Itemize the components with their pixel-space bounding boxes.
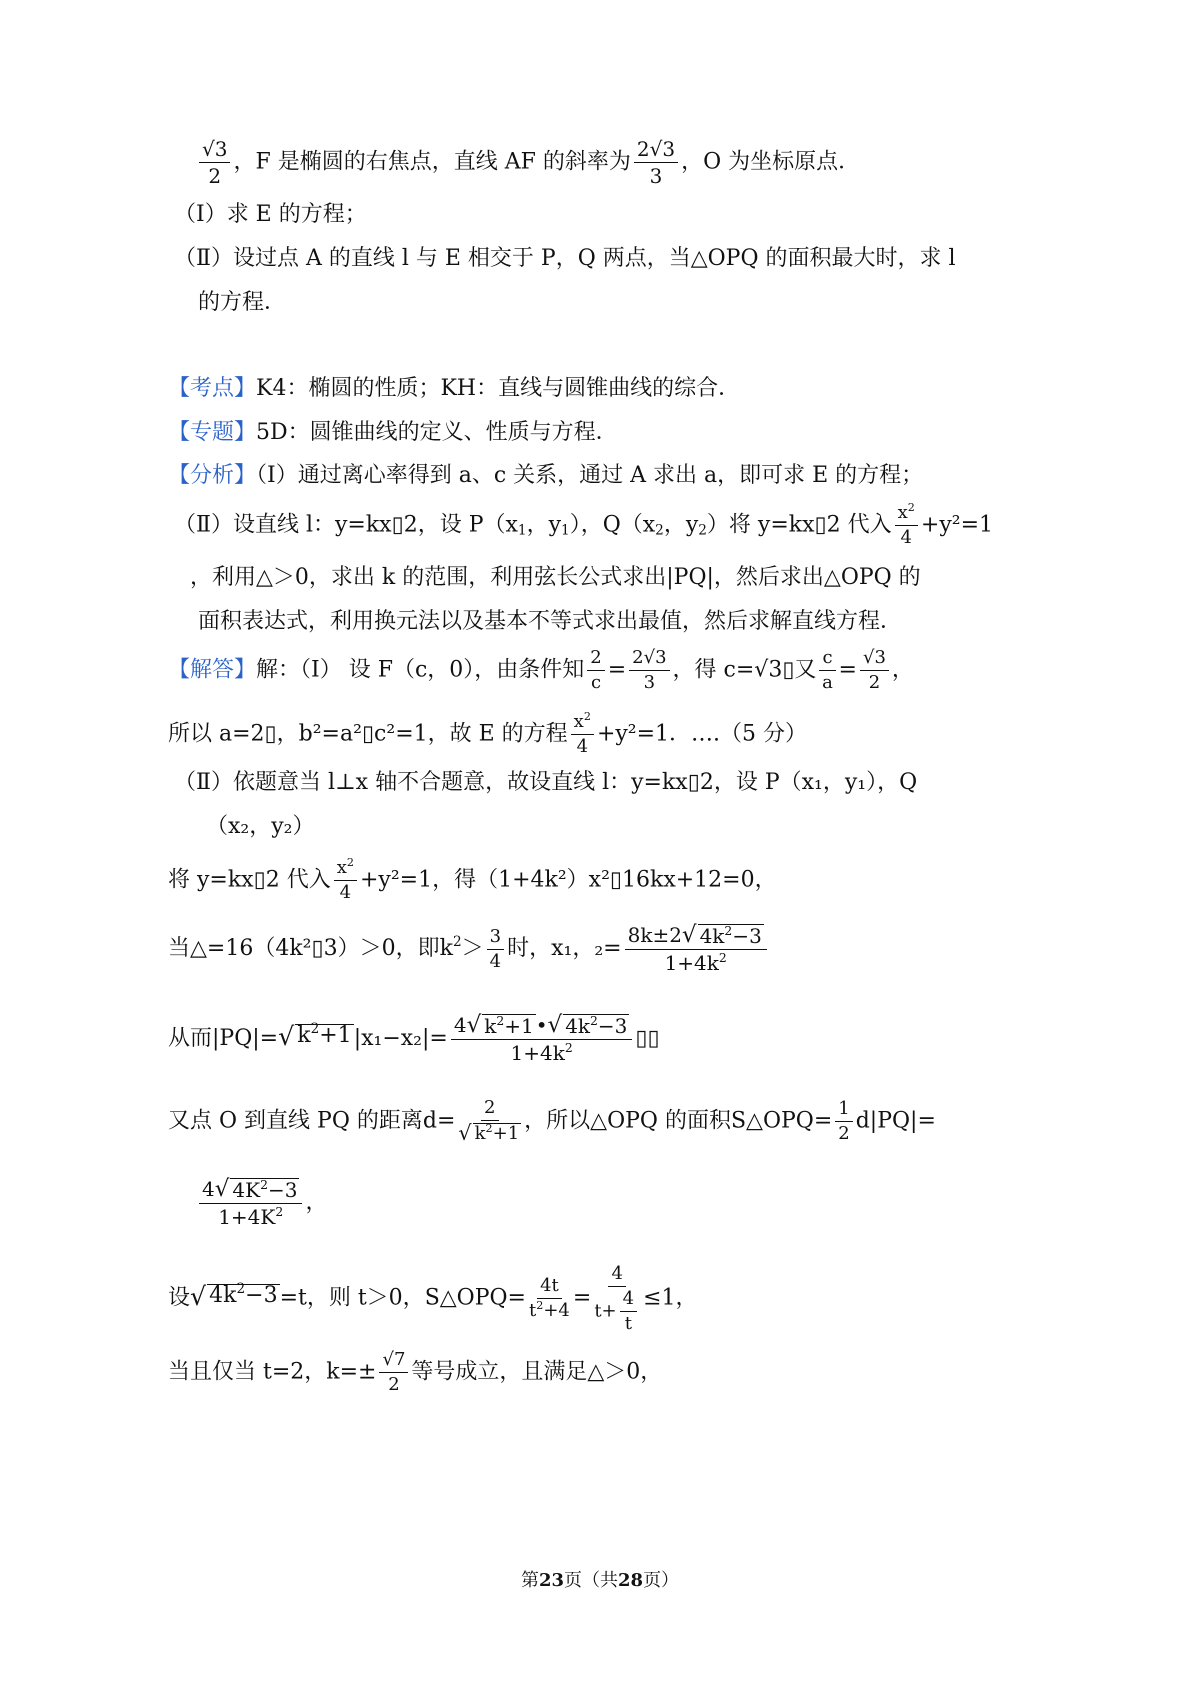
question-part-2: （Ⅱ）设过点 A 的直线 l 与 E 相交于 P，Q 两点，当△OPQ 的面积最大时，求 l xyxy=(174,246,956,271)
fenxi-line: 【分析】（Ⅰ）通过离心率得到 a、c 关系，通过 A 求出 a，即可求 E 的方程； xyxy=(168,463,924,488)
jieda-substitution-t: 设 √ $4k^2-3$ =t，则 t＞0，S△OPQ= $\frac{4t}{t^2+4}$ = 4 t+ $\frac{4}{t}$ ≤1， xyxy=(168,1263,698,1334)
jieda-distance: 又点 O 到直线 PQ 的距离d= 2 √ $k^2+1$ ，所以△OPQ 的面积S△OPQ= $\frac{1}{2}$ d|PQ|= xyxy=(168,1097,936,1145)
jieda-area-expression: 4 √ $4K^2-3$ $1+4K^2$ ， xyxy=(196,1178,327,1228)
fenxi-tag: 【分析】 xyxy=(168,463,257,488)
jieda-line: 【解答】解：（Ⅰ） 设 F（c，0），由条件知 $\frac{2}{c}$ = $\frac{2√3}{3}$ ，得 c=√3▯又 $\frac{c}{a}$ = $\frac{√3}{2}$ ， xyxy=(168,647,914,693)
jieda-part-2: （Ⅱ）依题意当 l⊥x 轴不合题意，故设直线 l：y=kx▯2，设 P（x₁，y₁），Q xyxy=(174,770,918,795)
page-footer: 第23页（共28页） xyxy=(520,1570,680,1591)
jieda-chord-length: 从而|PQ|= √ $k^2+1$ |x₁−x₂|= 4 √ $k^2+1$ • √ $4k^2-3$ $1+4k^2$ ▯▯ xyxy=(168,1012,660,1065)
fraction-slope: $\frac{2√3}{3}$ xyxy=(634,138,678,187)
jieda-line-2: 所以 a=2▯，b²=a²▯c²=1，故 E 的方程 $\frac{x^2}{4}$ +y²=1．….（5 分） xyxy=(168,709,808,757)
fenxi-part-2-cont: ，利用△＞0，求出 k 的范围，利用弦长公式求出|PQ|，然后求出△OPQ 的 xyxy=(190,565,921,590)
jieda-discriminant: 当△=16（4k²▯3）＞0，即$k^2>$ $\frac{3}{4}$ 时，x₁，₂= 8k±2 √ $4k^2-3$ $1+4k^2$ xyxy=(168,924,770,974)
jieda-equality: 当且仅当 t=2，k=± $\frac{√7}{2}$ 等号成立，且满足△＞0， xyxy=(168,1349,663,1395)
fenxi-part-2: （Ⅱ）设直线 l：y=kx▯2，设 $P(x_1$，$y_1$），$Q(x_2$，$y_2$）将 y=kx▯2 代入 $\frac{x^2}{4}$ +y²=1 xyxy=(174,500,994,548)
jieda-part-2-cont: （x₂，y₂） xyxy=(206,814,315,839)
fenxi-part-2-end: 面积表达式，利用换元法以及基本不等式求出最值，然后求解直线方程． xyxy=(198,609,903,634)
zhuanti-line: 【专题】5D：圆锥曲线的定义、性质与方程． xyxy=(168,420,618,445)
fraction-sqrt3-over-2: $\frac{√3}{2}$ xyxy=(199,138,230,187)
question-part-1: （Ⅰ）求 E 的方程； xyxy=(174,202,367,227)
jieda-substitute: 将 y=kx▯2 代入 $\frac{x^2}{4}$ +y²=1，得（1+4k²）x²▯16kx+12=0， xyxy=(168,855,777,903)
line-1: $\frac{√3}{2}$ ，F 是椭圆的右焦点，直线 AF 的斜率为 $\frac{2√3}{3}$ ，O 为坐标原点． xyxy=(196,138,860,187)
zhuanti-tag: 【专题】 xyxy=(168,420,257,445)
page-number: 23 xyxy=(538,1570,564,1591)
question-part-2-cont: 的方程． xyxy=(198,290,287,315)
page-total: 28 xyxy=(618,1570,644,1591)
jieda-tag: 【解答】 xyxy=(168,657,257,683)
kaodian-line: 【考点】K4：椭圆的性质；KH：直线与圆锥曲线的综合． xyxy=(168,376,741,401)
kaodian-tag: 【考点】 xyxy=(168,376,257,401)
